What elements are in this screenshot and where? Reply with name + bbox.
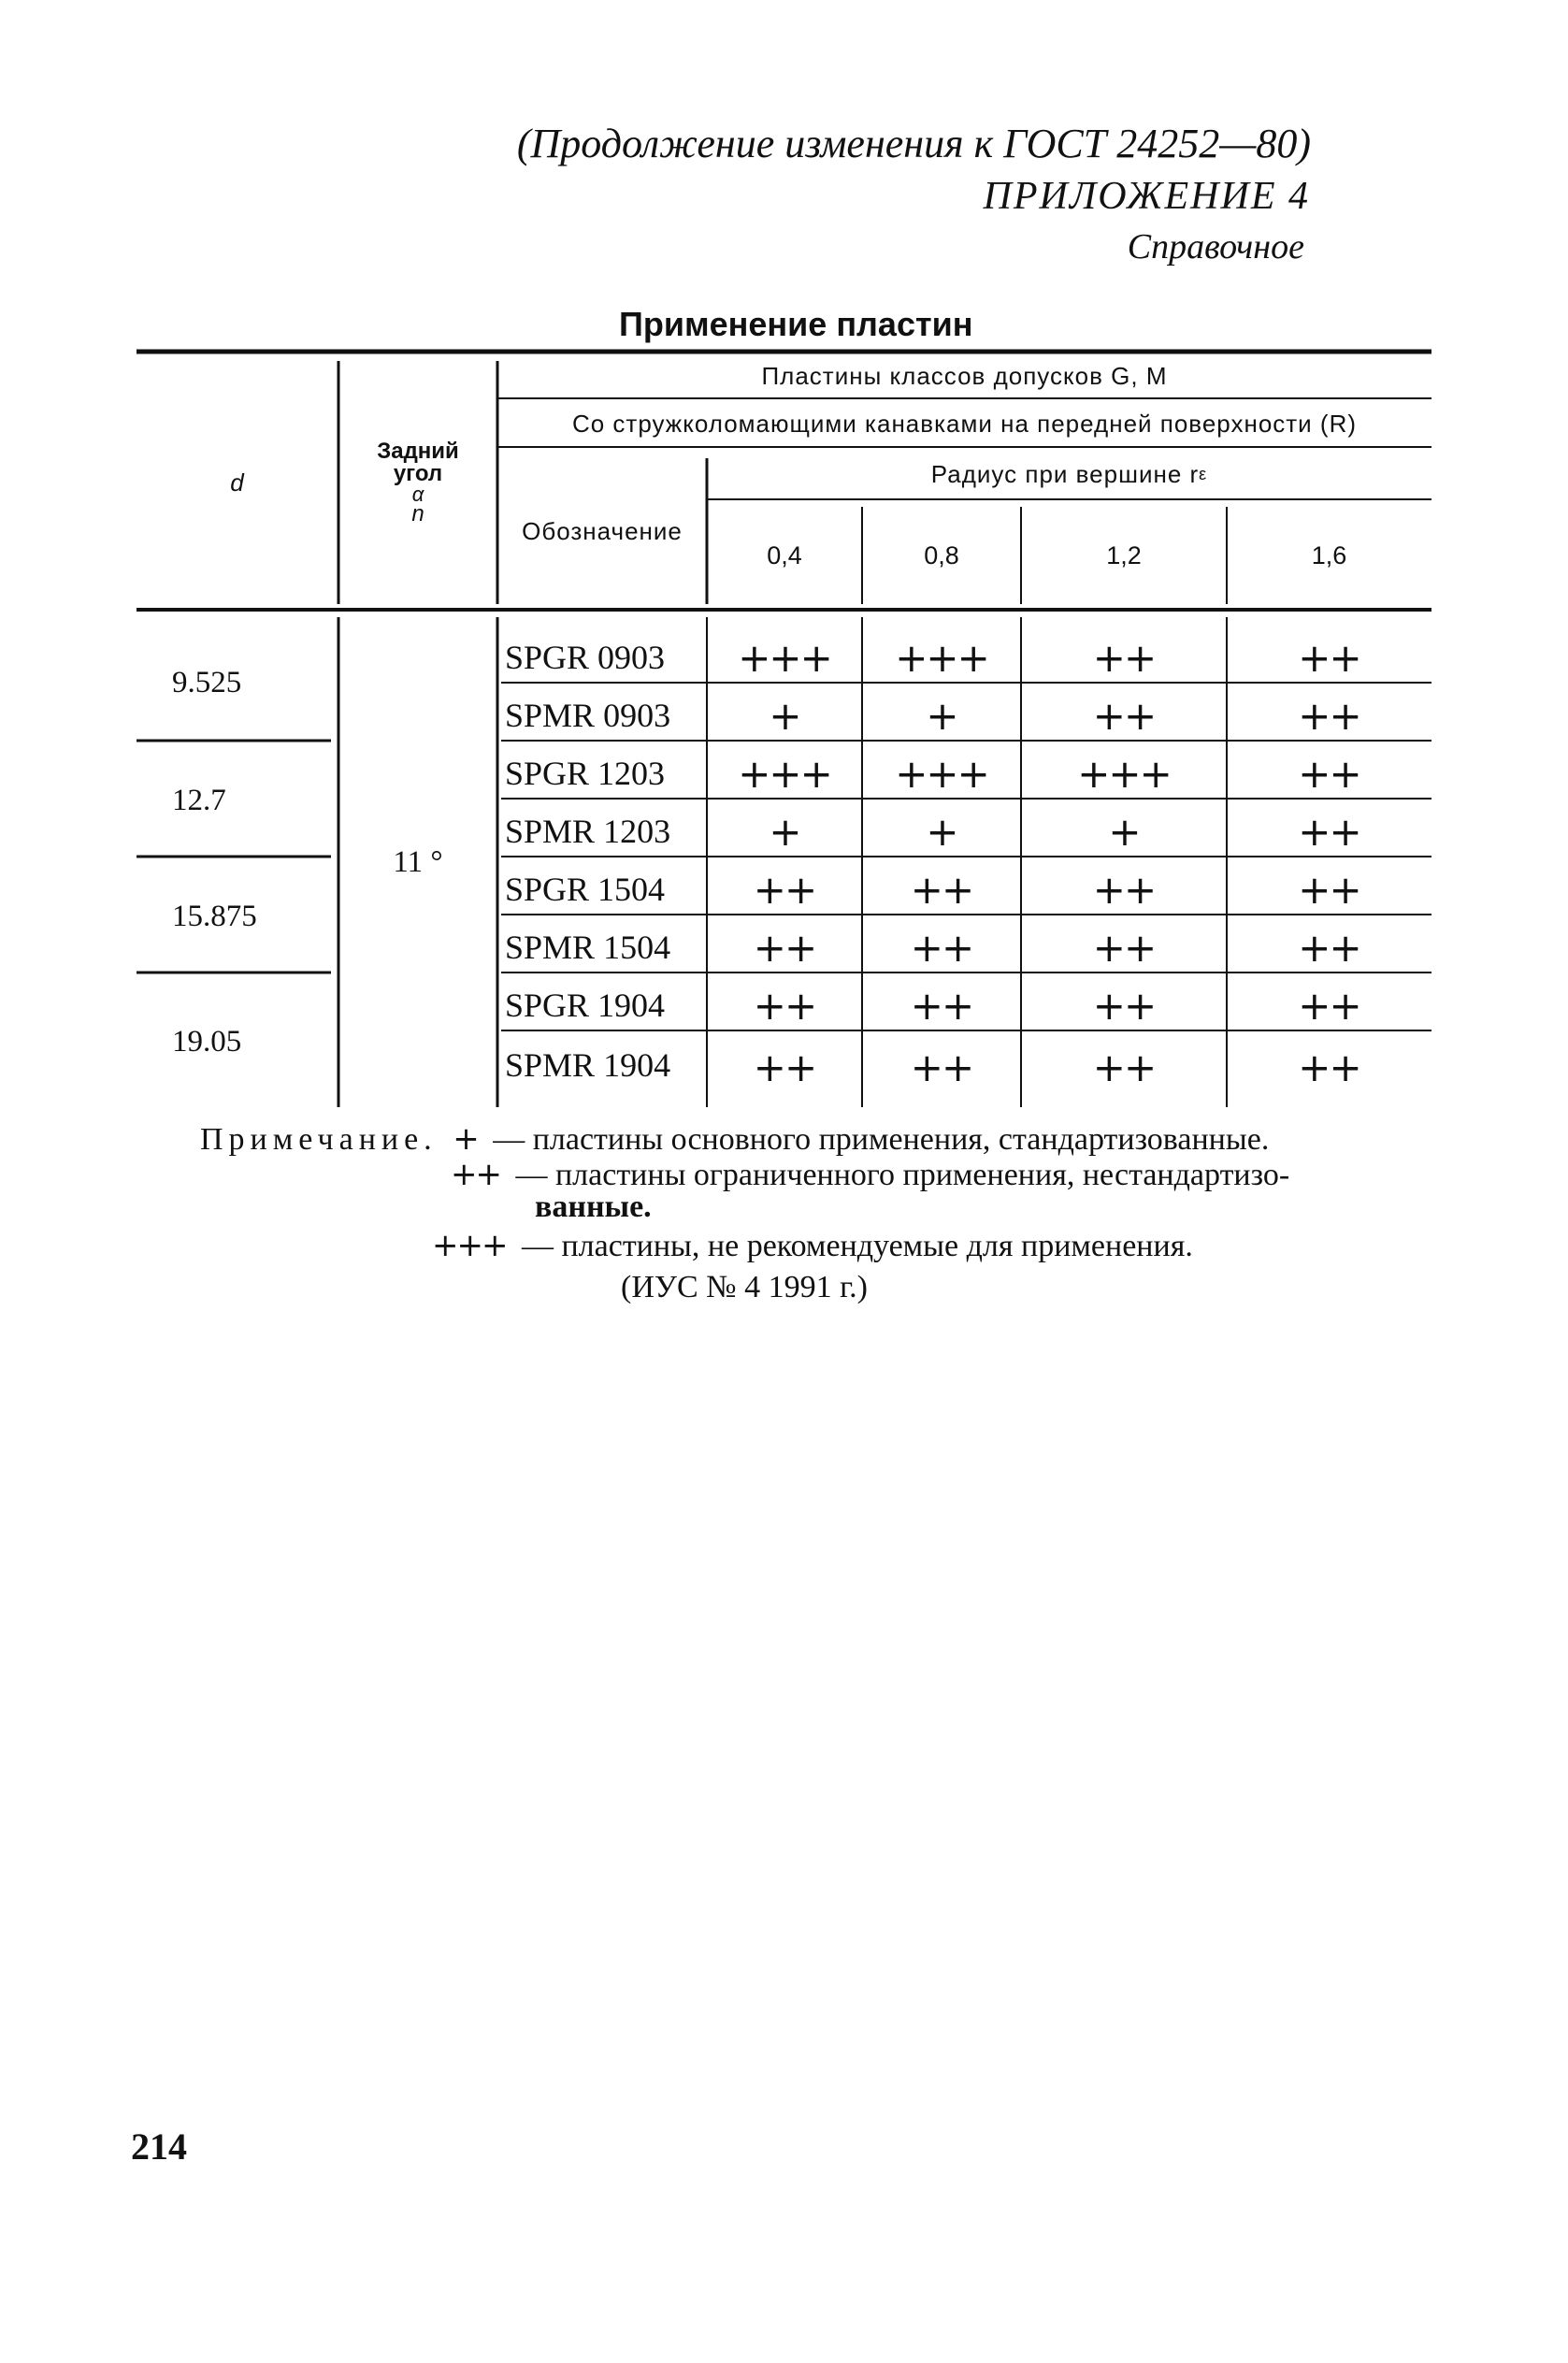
d-value: 12.7	[172, 783, 226, 817]
mark-cell: ++	[1298, 866, 1360, 913]
page-number: 214	[131, 2125, 187, 2168]
radius-subscript: ε	[1199, 464, 1208, 483]
mark-cell: +++	[1077, 750, 1171, 797]
mark-cell: ++	[1092, 1044, 1156, 1090]
column-header-d: d	[230, 468, 245, 497]
angle-label-line2: угол	[393, 461, 443, 486]
d-value: 15.875	[172, 899, 257, 933]
designation-cell: SPMR 0903	[505, 697, 671, 734]
mark-cell: ++	[910, 866, 973, 913]
note-line-1	[200, 1120, 1269, 1158]
mark-cell: ++	[910, 1044, 973, 1090]
angle-label-line1: Задний	[377, 439, 459, 464]
radius-value-0-4: 0,4	[767, 540, 802, 569]
note-symbol: +++	[432, 1227, 507, 1264]
group-header: Пластины классов допусков G, M	[761, 361, 1168, 390]
radius-value-0-8: 0,8	[924, 540, 959, 569]
mark-cell: +++	[895, 750, 988, 797]
mark-cell: +	[926, 692, 957, 739]
note-text: — пластины ограниченного применения, нестандартизо-	[515, 1158, 1290, 1192]
clearance-angle-value: 11 °	[393, 844, 443, 879]
note-symbol: +	[453, 1120, 478, 1158]
mark-cell: +++	[895, 634, 988, 681]
appendix-heading: ПРИЛОЖЕНИЕ 4	[983, 175, 1310, 218]
mark-cell: ++	[1092, 924, 1156, 971]
subgroup-header: Со стружколомающими канавками на передней поверхности (R)	[571, 409, 1358, 438]
note-label: Примечание.	[200, 1122, 438, 1157]
note-line-2-continuation: ванные.	[535, 1189, 652, 1224]
mark-cell: ++	[910, 982, 973, 1029]
mark-cell: ++	[1092, 692, 1156, 739]
alpha-subscript: n	[411, 501, 424, 526]
mark-cell: ++	[1298, 1044, 1360, 1090]
note-text: — пластины основного применения, стандартизованные.	[493, 1122, 1270, 1157]
mark-cell: ++	[1092, 866, 1156, 913]
mark-cell: ++	[1298, 982, 1360, 1029]
mark-cell: +	[769, 808, 800, 855]
d-value: 9.525	[172, 665, 242, 699]
appendix-kind: Справочное	[1127, 227, 1304, 267]
mark-cell: ++	[753, 866, 816, 913]
column-header-clearance-angle	[338, 355, 497, 610]
radius-value-1-6: 1,6	[1311, 540, 1347, 569]
mark-cell: +	[926, 808, 957, 855]
designation-cell: SPMR 1904	[505, 1046, 671, 1084]
column-header-designation: Обозначение	[522, 516, 683, 545]
mark-cell: ++	[753, 982, 816, 1029]
designation-cell: SPGR 1904	[505, 987, 666, 1024]
note-symbol: ++	[451, 1156, 500, 1193]
alpha-symbol: α	[411, 483, 424, 506]
designation-cell: SPGR 1504	[505, 871, 666, 908]
mark-cell: ++	[1298, 808, 1360, 855]
designation-cell: SPMR 1504	[505, 929, 671, 966]
mark-cell: ++	[1092, 634, 1156, 681]
mark-cell: ++	[1298, 924, 1360, 971]
d-value: 19.05	[172, 1024, 242, 1059]
note-line-2	[451, 1156, 1289, 1193]
note-text: — пластины, не рекомендуемые для применения.	[521, 1229, 1193, 1263]
radius-value-1-2: 1,2	[1106, 540, 1142, 569]
mark-cell: +++	[738, 634, 831, 681]
radius-header	[707, 449, 1431, 499]
mark-cell: +	[1108, 808, 1140, 855]
designation-cell: SPGR 1203	[505, 755, 666, 792]
designation-cell: SPMR 1203	[505, 813, 671, 850]
continuation-note: (Продолжение изменения к ГОСТ 24252—80)	[516, 121, 1311, 166]
mark-cell: ++	[753, 924, 816, 971]
designation-cell: SPGR 0903	[505, 639, 666, 676]
table-title: Применение пластин	[619, 305, 973, 343]
mark-cell: ++	[1298, 634, 1360, 681]
mark-cell: ++	[1298, 692, 1360, 739]
radius-header-text: Радиус при вершине r	[930, 459, 1200, 488]
mark-cell: +++	[738, 750, 831, 797]
source-reference: (ИУС № 4 1991 г.)	[621, 1270, 868, 1304]
mark-cell: ++	[1092, 982, 1156, 1029]
mark-cell: ++	[1298, 750, 1360, 797]
mark-cell: ++	[753, 1044, 816, 1090]
mark-cell: ++	[910, 924, 973, 971]
note-line-3	[432, 1227, 1193, 1264]
mark-cell: +	[769, 692, 800, 739]
